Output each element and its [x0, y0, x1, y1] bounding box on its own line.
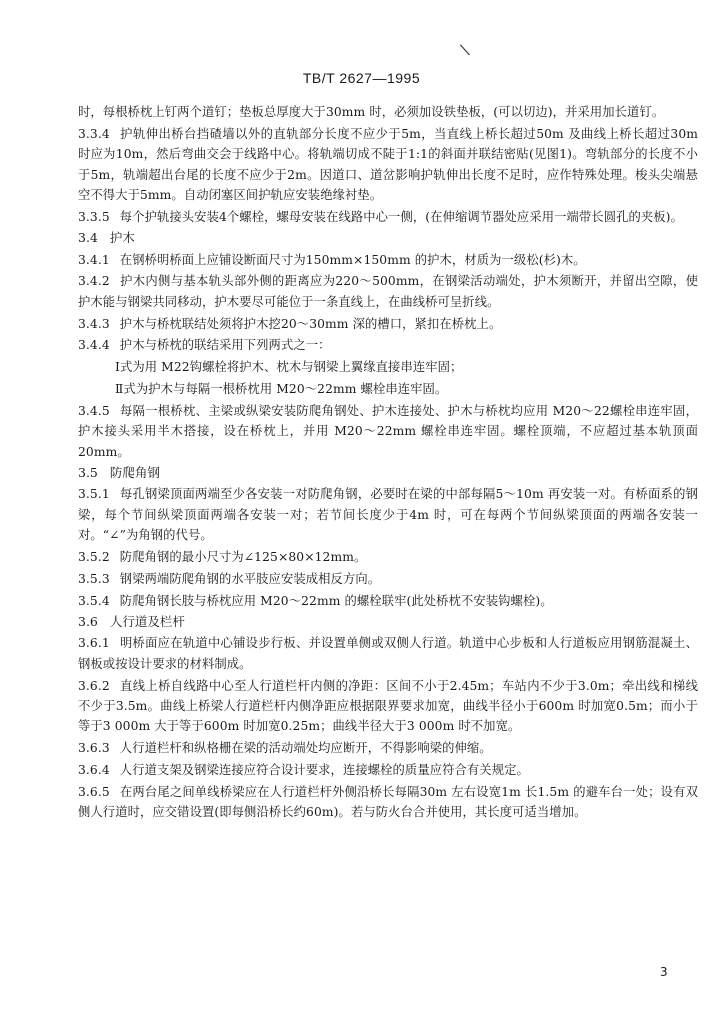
clause-number: 3.4: [78, 230, 98, 246]
scan-mark: \: [458, 39, 472, 60]
clause-number: 3.5: [78, 465, 98, 481]
paragraph-text: 护木与桥枕的联结采用下列两式之一：: [119, 338, 331, 353]
paragraph: [78, 357, 698, 377]
section-heading: [78, 612, 698, 632]
paragraph-text: Ⅰ式为用 M22钩螺栓将护木、枕木与钢梁上翼缘直接串连牢固；: [115, 360, 463, 375]
paragraph: [78, 102, 698, 122]
clause-number: 3.6: [78, 614, 98, 630]
clause-number: 3.4.4: [78, 338, 110, 353]
standard-number-header: TB/T 2627—1995: [302, 70, 421, 86]
paragraph-text: 在两台尾之间单线桥梁应在人行道栏杆外侧沿桥长每隔30m 左右设宽1m 长1.5m 的避车台一处；设有双侧人行道时，应交错设置(即每侧沿桥长约60m)。若与防火台合并使用，其长度可适当增加。: [78, 784, 698, 820]
paragraph: [78, 591, 698, 611]
paragraph: [78, 633, 698, 674]
paragraph-text: 防爬角钢长肢与桥枕应用 M20～22mm 的螺栓联牢(此处桥枕不安装钩螺栓)。: [119, 593, 553, 608]
page-number: 3: [660, 965, 668, 979]
paragraph: [78, 760, 698, 780]
paragraph-text: 人行道支架及钢梁连接应符合设计要求，连接螺栓的质量应符合有关规定。: [119, 763, 529, 778]
paragraph: [78, 124, 698, 206]
clause-number: 3.6.3: [78, 741, 110, 756]
clause-number: 3.3.5: [78, 209, 110, 224]
clause-number: 3.5.1: [78, 487, 110, 502]
paragraph: [78, 484, 698, 545]
paragraph: [78, 379, 698, 399]
section-heading: [78, 228, 698, 248]
section-title: 护木: [109, 230, 135, 246]
paragraph: [78, 738, 698, 758]
paragraph-text: 钢梁两端防爬角钢的水平肢应安装成相反方向。: [119, 571, 381, 586]
clause-number: 3.6.2: [78, 678, 110, 693]
paragraph: [78, 314, 698, 334]
paragraph: [78, 782, 698, 823]
clause-number: 3.4.3: [78, 316, 110, 331]
clause-number: 3.5.3: [78, 571, 110, 586]
clause-number: 3.4.1: [78, 252, 110, 267]
clause-number: 3.5.4: [78, 593, 110, 608]
paragraph: [78, 250, 698, 270]
paragraph-text: 每个护轨接头安装4个螺栓，螺母安装在线路中心一侧，(在伸缩调节器处应采用一端带长圆孔的夹板)。: [119, 209, 683, 224]
clause-number: 3.5.2: [78, 550, 110, 565]
paragraph-text: 防爬角钢的最小尺寸为∠125×80×12mm。: [119, 550, 367, 565]
paragraph-text: 每隔一根桥枕、主梁或纵梁安装防爬角钢处、护木连接处、护木与桥枕均应用 M20～22螺栓串连牢固，护木接头采用半木搭接，设在桥枕上，并用 M20～22mm 螺栓串连牢固。螺栓顶端，不应超过基本轨顶面20mm。: [78, 403, 698, 459]
paragraph: [78, 547, 698, 567]
paragraph: [78, 569, 698, 589]
section-title: 防爬角钢: [109, 465, 160, 481]
paragraph-text: 每孔钢梁顶面两端至少各安装一对防爬角钢，必要时在梁的中部每隔5～10m 再安装一对。有桥面系的钢梁，每个节间纵梁顶面两端各安装一对；若节间长度少于4m 时，可在每两个节间纵梁顶面的两端各安装一对。“∠”为角钢的代号。: [78, 487, 698, 543]
paragraph-text: 直线上桥自线路中心至人行道栏杆内侧的净距：区间不小于2.45m；车站内不少于3.0m；牵出线和梯线不少于3.5m。曲线上桥梁人行道栏杆内侧净距应根据限界要求加宽，曲线半径小于600m 时加宽0.5m；而小于等于3 000m 大于等于600m 时加宽0.25m；曲线半径大于3 000m 时不加宽。: [78, 678, 698, 734]
paragraph: [78, 401, 698, 462]
clause-number: 3.4.2: [78, 274, 110, 289]
paragraph: [78, 207, 698, 227]
paragraph-text: 明桥面应在轨道中心铺设步行板、并设置单侧或双侧人行道。轨道中心步板和人行道板应用钢筋混凝土、钢板或按设计要求的材料制成。: [78, 636, 698, 671]
paragraph: [78, 271, 698, 312]
paragraph-text: 护木与桥枕联结处须将护木挖20～30mm 深的槽口，紧扣在桥枕上。: [119, 316, 502, 331]
body-text: [78, 102, 698, 823]
paragraph-text: 护木内侧与基本轨头部外侧的距离应为220～500mm，在钢梁活动端处，护木须断开，并留出空隙，使护木能与钢梁共同移动，护木要尽可能位于一条直线上，在曲线桥可呈折线。: [78, 274, 698, 309]
clause-number: 3.6.5: [78, 784, 110, 799]
clause-number: 3.3.4: [78, 126, 110, 141]
paragraph-text: 人行道栏杆和纵格栅在梁的活动端处均应断开，不得影响梁的伸缩。: [119, 741, 492, 756]
section-heading: [78, 463, 698, 483]
paragraph: [78, 335, 698, 355]
section-title: 人行道及栏杆: [109, 614, 185, 630]
clause-number: 3.6.1: [78, 636, 110, 651]
clause-number: 3.6.4: [78, 763, 110, 778]
paragraph-text: Ⅱ式为护木与每隔一根桥枕用 M20～22mm 螺栓串连牢固。: [115, 382, 448, 397]
clause-number: 3.4.5: [78, 403, 110, 418]
paragraph-text: 在钢桥明桥面上应铺设断面尺寸为150mm×150mm 的护木，材质为一级松(杉)木。: [119, 252, 586, 267]
paragraph-text: 时，每根桥枕上钉两个道钉；垫板总厚度大于30mm 时，必须加设铁垫板，(可以切边)，并采用加长道钉。: [78, 105, 665, 119]
paragraph: [78, 676, 698, 737]
paragraph-text: 护轨伸出桥台挡碴墙以外的直轨部分长度不应少于5m，当直线上桥长超过50m 及曲线上桥长超过30m 时应为10m，然后弯曲交会于线路中心。将轨端切成不陡于1:1的斜面并联结密贴(见图1)。弯轨部分的长度不小于5m，轨端超出台尾的长度不应少于2m。因道口、道岔影响护轨伸出长度不足时，应作特殊处理。梭头尖端悬空不得大于5mm。自动闭塞区间护轨应安装绝缘衬垫。: [78, 126, 698, 203]
